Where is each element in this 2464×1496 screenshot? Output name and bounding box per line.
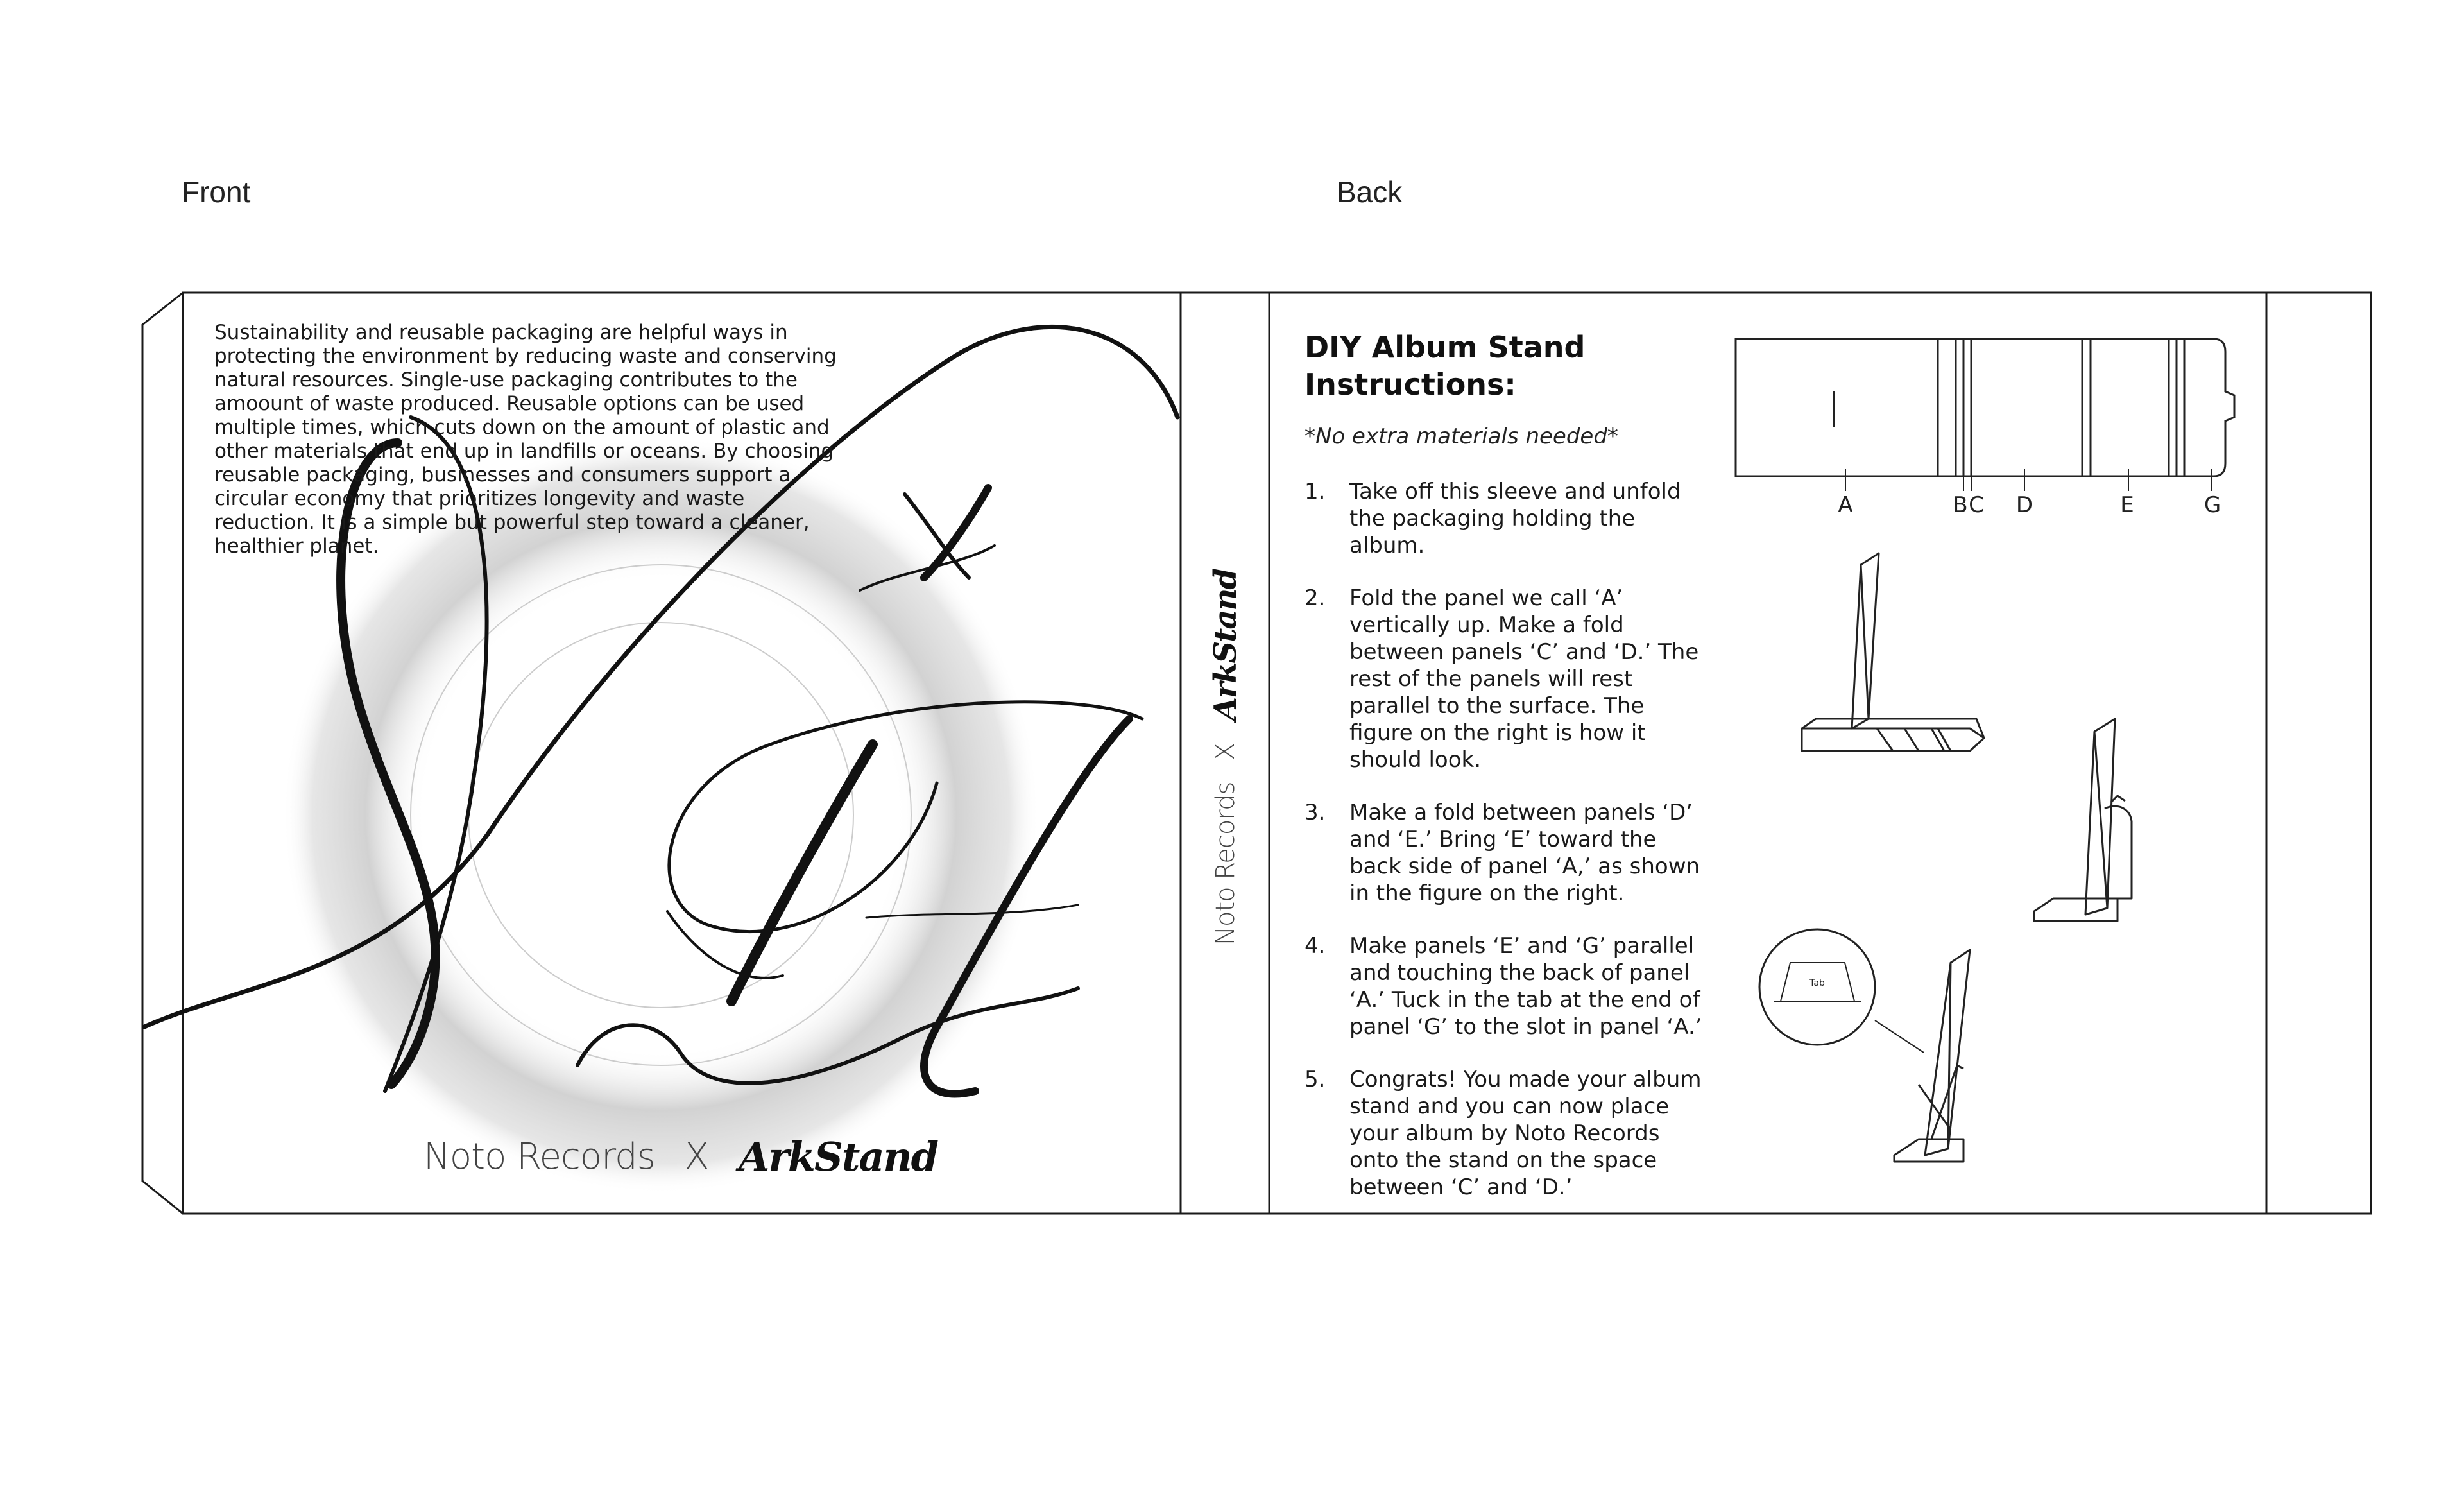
tab-callout [1759,929,1875,1045]
step-number: 3. [1305,800,1326,825]
front-brand-lockup [424,1131,937,1182]
spine-brand-separator: X [1211,743,1240,761]
instruction-step [1305,799,1709,907]
spine-brand-lockup [1203,533,1248,982]
brand-separator: X [684,1135,710,1178]
step-text: Make a fold between panels ‘D’ and ‘E.’ Bring ‘E’ toward the back side of panel ‘A,’ as shown in the figure on the right. [1349,800,1700,906]
step-text: Congrats! You made your album stand and you can now place your album by Noto Records onto the stand on the space between ‘C’ and ‘D.’ [1349,1067,1702,1200]
panel-label-c: C [1969,492,1984,518]
front-label: Front [182,175,251,209]
stand-figure-step-3 [2034,719,2132,921]
instruction-steps [1305,478,1709,1226]
instructions-title: DIY Album Stand Instructions: [1305,330,1586,402]
step-number: 1. [1305,479,1326,504]
back-label: Back [1337,175,1403,209]
panel-label-g: G [2203,492,2221,518]
instruction-step [1305,478,1709,559]
step-number: 4. [1305,933,1326,959]
step-number: 2. [1305,585,1326,611]
tab-label: Tab [1810,978,1825,988]
flat-dieline-diagram [1736,339,2234,491]
sustainability-paragraph: Sustainability and reusable packaging are helpful ways in protecting the environment by reducing waste and conserving natural resources. Single-use packaging contributes to the amoount of waste produced. Reusable options can be used multiple times, which cuts down on the amount of plastic and other materials that end up in landfills or oceans. By choosing reusable packaging, businesses and consumers support a circular economy that prioritizes longevity and waste reduction. It is a simple but powerful step toward a cleaner, healthier planet. [214,321,837,558]
spine-noto-records-wordmark: Noto Records [1211,782,1240,945]
instruction-step [1305,585,1709,773]
step-text: Make panels ‘E’ and ‘G’ parallel and touching the back of panel ‘A.’ Tuck in the tab at the end of panel ‘G’ to the slot in panel ‘A.’ [1349,933,1702,1040]
instruction-step [1305,1066,1709,1201]
panel-label-d: D [2015,492,2033,518]
step-text: Take off this sleeve and unfold the packaging holding the album. [1349,479,1681,558]
stand-figure-step-2 [1802,553,1984,751]
instructions-subtitle: *No extra materials needed* [1305,424,1618,449]
panel-label-b: B [1953,492,1968,518]
arkstand-logo: ArkStand [739,1133,937,1180]
stand-figure-step-4 [1875,950,1970,1162]
panel-label-e: E [2120,492,2134,518]
instruction-step [1305,933,1709,1040]
step-text: Fold the panel we call ‘A’ vertically up. Make a fold between panels ‘C’ and ‘D.’ The rest of the panels will rest parallel to the surface. The figure on the right is how it should look. [1349,585,1699,773]
panel-label-a: A [1838,492,1853,518]
noto-records-wordmark: Noto Records [424,1135,655,1178]
step-number: 5. [1305,1067,1326,1092]
spine-arkstand-logo: ArkStand [1208,569,1244,721]
